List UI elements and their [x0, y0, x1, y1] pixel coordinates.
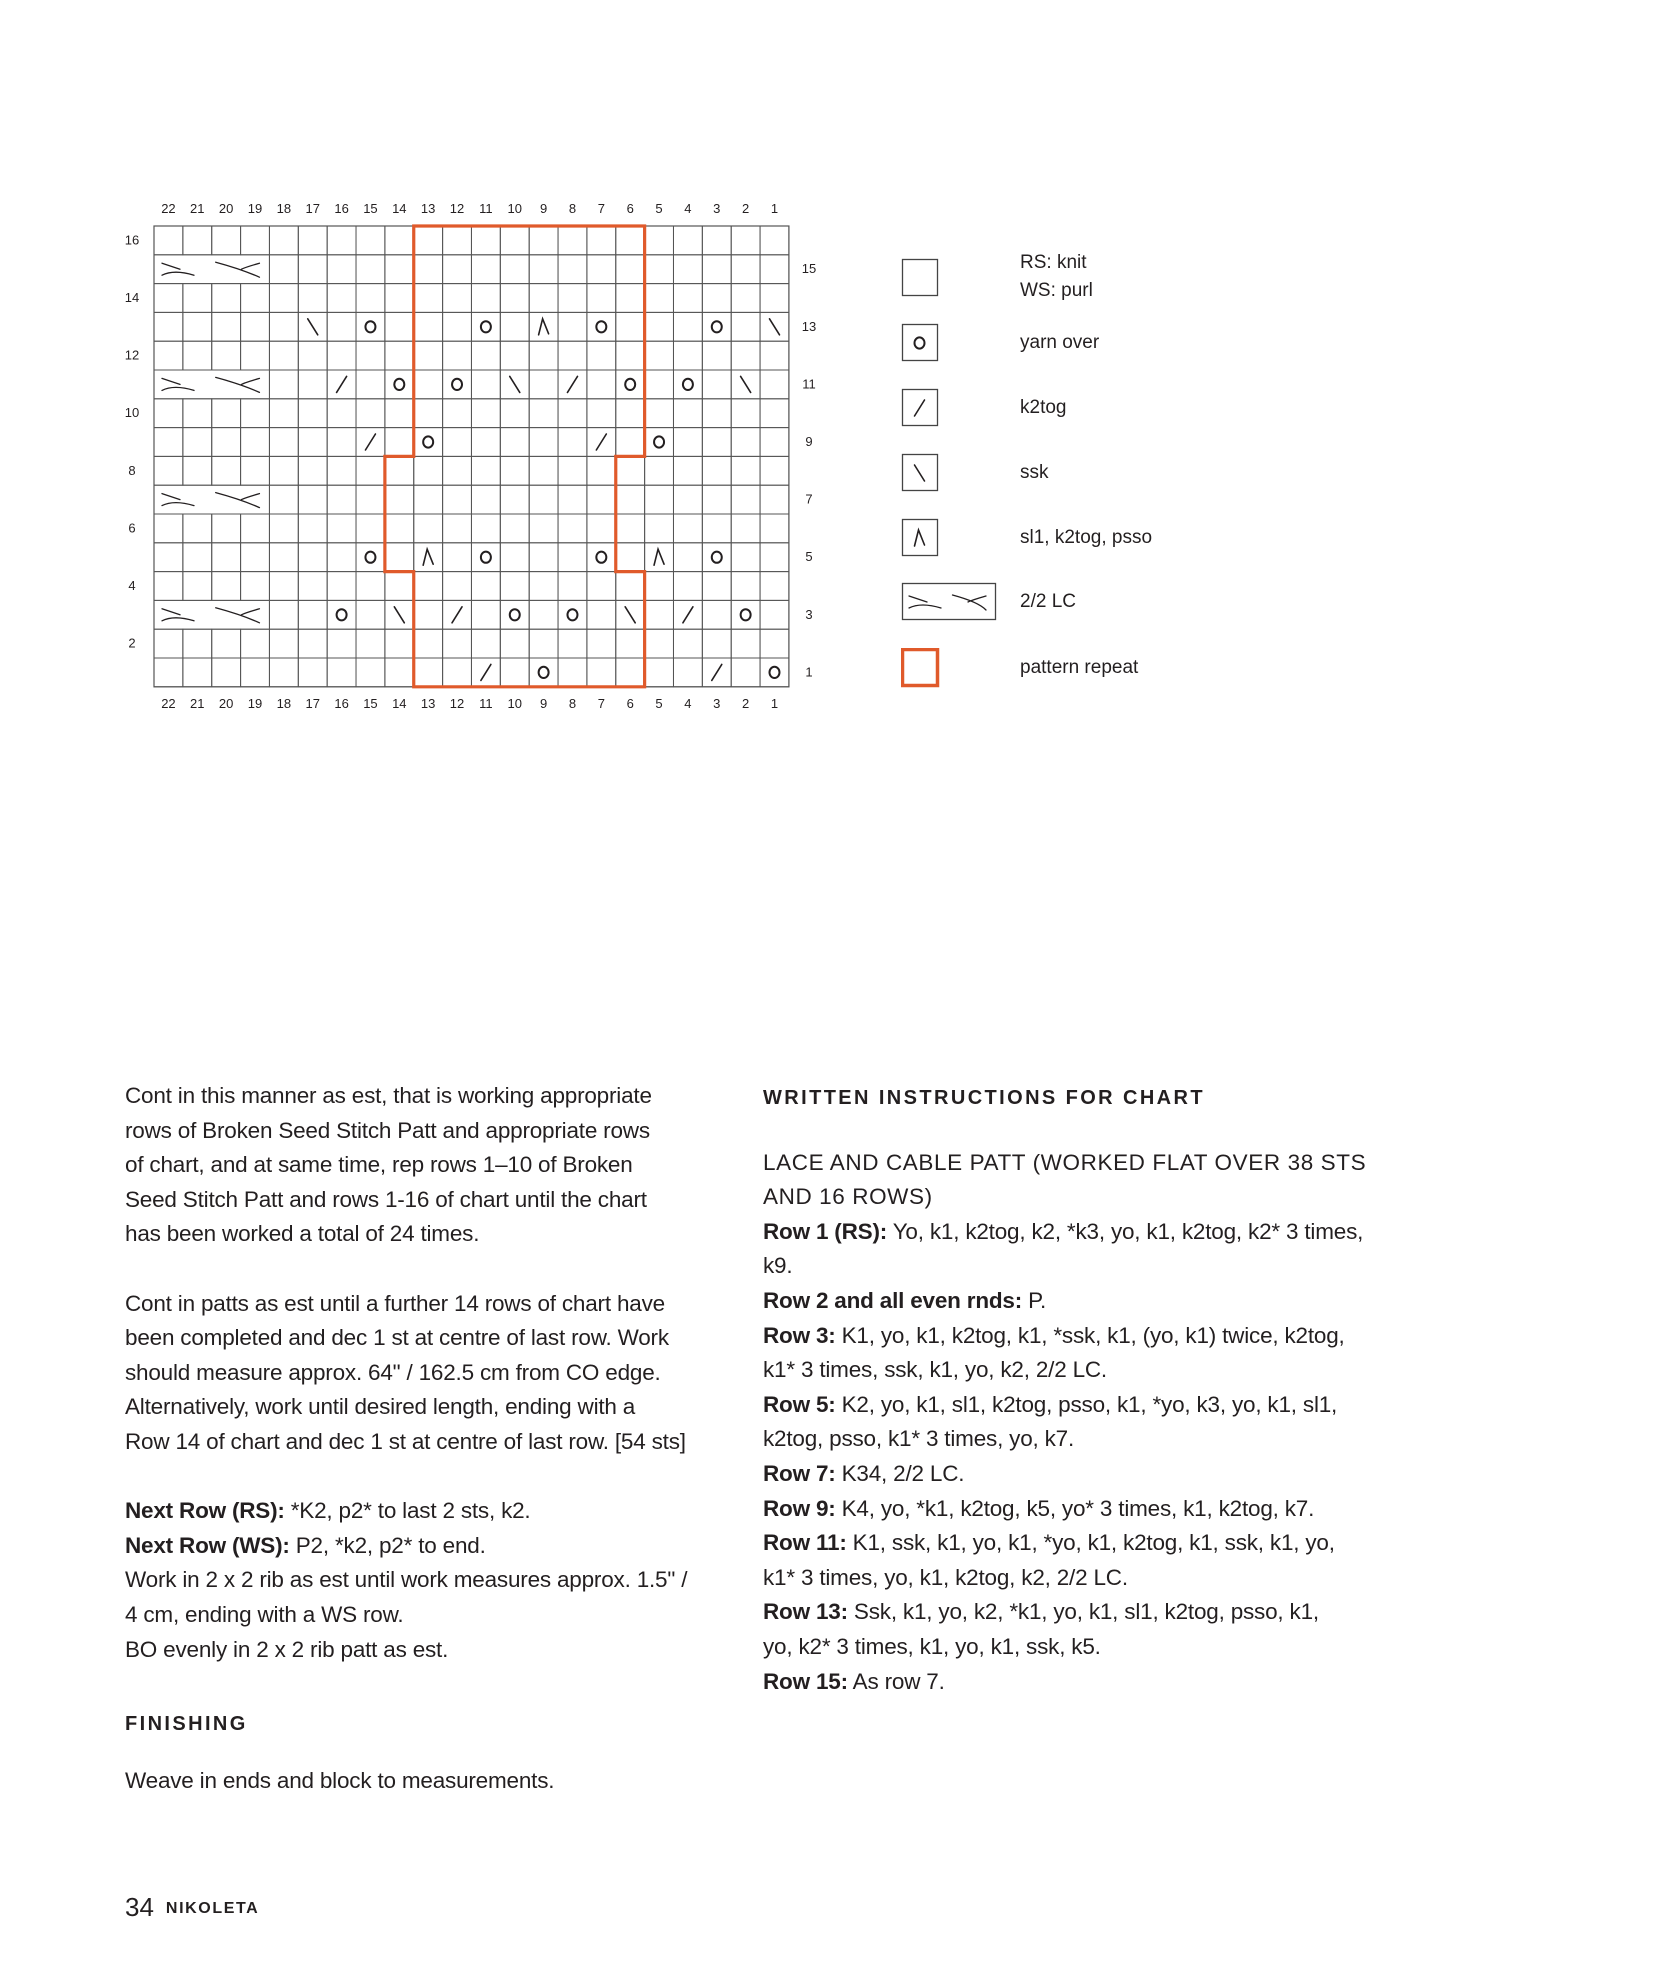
legend-item-ssk [901, 453, 1049, 493]
legend-label [1020, 524, 1152, 552]
ssk-mark [915, 465, 925, 481]
column-label-bottom: 4 [684, 696, 692, 711]
legend-label-line: yarn over [1020, 332, 1100, 353]
column-label-bottom: 16 [334, 696, 349, 711]
column-label-bottom: 3 [713, 696, 721, 711]
column-label-top: 20 [218, 201, 234, 216]
text-line: has been worked a total of 24 times. [125, 1221, 480, 1247]
column-label-bottom: 10 [507, 696, 522, 711]
left-column [125, 1079, 687, 1798]
text-line: Work in 2 x 2 rib as est until work measures approx. 1.5" / [125, 1567, 688, 1593]
k2tog-icon [901, 388, 940, 428]
row-text: K1, yo, k1, k2tog, k1, *ssk, k1, (yo, k1) twice, k2tog, [835, 1322, 1345, 1348]
row-text: K1, ssk, k1, yo, k1, *yo, k1, k2tog, k1, ssk, k1, yo, [846, 1530, 1335, 1556]
row-instruction-line [763, 1215, 1366, 1250]
row-label: Row 3: [763, 1322, 836, 1348]
ssk-icon [901, 453, 940, 493]
sk2p-symbol [915, 530, 925, 546]
paragraph-further-rows [125, 1287, 687, 1460]
text-line: Cont in patts as est until a further 14 rows of chart have [125, 1290, 665, 1316]
next-row-ws: Next Row (WS): P2, *k2, p2* to end. [125, 1532, 486, 1558]
column-label-top: 14 [392, 201, 407, 216]
legend-item-yo [901, 323, 1100, 363]
column-label-bottom: 9 [539, 696, 548, 711]
row-text: K4, yo, *k1, k2tog, k5, yo* 3 times, k1, k2tog, k7. [835, 1495, 1315, 1521]
row-label: Row 7: [763, 1460, 836, 1486]
row-label-left: 10 [124, 405, 140, 421]
column-label-bottom: 17 [305, 696, 320, 711]
row-instruction-line [763, 1665, 1366, 1700]
column-label-bottom: 18 [276, 696, 292, 711]
cable-symbol [909, 595, 986, 610]
blank-icon [901, 258, 940, 298]
legend-item-repeat [901, 648, 1139, 688]
row-label-right: 11 [802, 376, 816, 392]
text-line: Alternatively, work until desired length, ending with a [125, 1394, 636, 1420]
yo-icon [901, 323, 940, 363]
pattern-subheading: LACE AND CABLE PATT (WORKED FLAT OVER 38 STS [763, 1149, 1367, 1175]
column-label-top: 9 [539, 201, 548, 216]
row-text: P. [1022, 1287, 1047, 1313]
row-instructions [763, 1215, 1366, 1699]
row-text: As row 7. [847, 1668, 945, 1694]
row-instruction-line [763, 1457, 1366, 1492]
finishing-heading: FINISHING [125, 1713, 248, 1736]
row-text: Yo, k1, k2tog, k2, *k3, yo, k1, k2tog, k2* 3 times, [887, 1218, 1364, 1244]
row-label-right: 13 [801, 318, 817, 334]
yarn-over-mark [915, 337, 925, 348]
row-instruction-line [763, 1595, 1366, 1630]
row-text: k1* 3 times, yo, k1, k2tog, k2, 2/2 LC. [763, 1564, 1128, 1590]
cable-right-mark [953, 595, 987, 610]
sk2p-icon [901, 518, 940, 558]
column-label-bottom: 12 [449, 696, 465, 711]
yo-symbol [915, 337, 925, 348]
row-label-left: 14 [124, 290, 140, 305]
legend-box [903, 325, 938, 361]
legend-box [903, 260, 938, 296]
column-label-top: 18 [276, 201, 292, 216]
next-row-rs: Next Row (RS): *K2, p2* to last 2 sts, k2. [125, 1498, 531, 1524]
legend-box [903, 520, 938, 556]
column-label-top: 11 [479, 201, 493, 216]
text-line: been completed and dec 1 st at centre of last row. Work [125, 1325, 669, 1351]
legend-label-line: WS: purl [1020, 280, 1093, 301]
row-label: Row 2 and all even rnds: [763, 1287, 1023, 1313]
repeat-icon [901, 648, 940, 688]
column-label-bottom: 21 [190, 696, 205, 711]
text-line: Cont in this manner as est, that is working appropriate [125, 1083, 652, 1108]
row-text: K2, yo, k1, sl1, k2tog, psso, k1, *yo, k3, yo, k1, sl1, [835, 1391, 1338, 1417]
ssk-symbol [915, 465, 925, 481]
row-instruction-line [763, 1388, 1366, 1423]
legend-box [903, 650, 938, 686]
legend-box [903, 584, 996, 620]
legend-label-line: pattern repeat [1020, 657, 1139, 678]
row-label: Row 1 (RS): [763, 1218, 888, 1244]
row-label-right: 7 [805, 491, 813, 507]
row-instruction-line [763, 1492, 1366, 1527]
row-instruction-line [763, 1630, 1366, 1665]
row-label-left: 8 [128, 462, 136, 478]
column-label-bottom: 15 [363, 696, 378, 711]
sk2p-mark [915, 530, 925, 546]
column-label-bottom: 2 [742, 696, 750, 711]
column-label-bottom: 20 [218, 696, 234, 711]
right-column [763, 1081, 1366, 1699]
column-label-top: 3 [713, 201, 721, 216]
column-label-bottom: 1 [770, 696, 779, 711]
k2tog-symbol [915, 400, 925, 416]
cable-left-mark [909, 596, 941, 608]
row-text: k2tog, psso, k1* 3 times, yo, k7. [763, 1426, 1075, 1452]
row-label: Row 15: [763, 1668, 848, 1694]
row-label: Row 13: [763, 1599, 848, 1625]
page-number: 34 [125, 1892, 154, 1922]
column-label-top: 8 [568, 201, 577, 216]
row-label-left: 4 [128, 578, 136, 593]
column-label-top: 13 [420, 201, 436, 216]
column-label-bottom: 13 [420, 696, 436, 711]
legend-label-line: RS: knit [1020, 252, 1087, 273]
column-label-top: 15 [363, 201, 378, 216]
page-footer [125, 1892, 259, 1923]
column-label-top: 1 [770, 201, 779, 216]
row-instruction-line [763, 1422, 1366, 1457]
legend-item-k2tog [901, 388, 1067, 428]
legend-label [1020, 249, 1093, 305]
row-label: Row 11: [763, 1530, 847, 1556]
column-label-top: 7 [597, 201, 605, 216]
text-line: of chart, and at same time, rep rows 1–10 of Broken [125, 1152, 633, 1178]
column-label-top: 4 [684, 201, 692, 216]
column-label-top: 22 [161, 201, 176, 216]
row-label: Row 9: [763, 1495, 836, 1521]
finishing-text: Weave in ends and block to measurements. [125, 1767, 555, 1793]
row-label-left: 6 [128, 520, 136, 536]
column-label-bottom: 22 [161, 696, 176, 711]
row-instruction-line [763, 1353, 1366, 1388]
column-label-bottom: 14 [392, 696, 407, 711]
legend-label [1020, 588, 1076, 616]
written-instructions-heading: WRITTEN INSTRUCTIONS FOR CHART [763, 1087, 1205, 1109]
column-label-bottom: 8 [568, 696, 577, 711]
legend-label-line: k2tog [1020, 397, 1067, 418]
legend-label-line: sl1, k2tog, psso [1020, 527, 1153, 548]
legend-item-cable [901, 582, 1076, 622]
paragraph-continue [125, 1079, 687, 1252]
column-label-top: 19 [247, 201, 263, 216]
column-label-top: 12 [449, 201, 465, 216]
text-line: Seed Stitch Patt and rows 1-16 of chart until the chart [125, 1186, 647, 1212]
legend-item-sk2p [901, 518, 1153, 558]
legend-item-blank [901, 252, 1093, 301]
row-label: Row 5: [763, 1391, 836, 1417]
pattern-name: NIKOLETA [165, 1900, 260, 1917]
row-text: k1* 3 times, ssk, k1, yo, k2, 2/2 LC. [763, 1357, 1107, 1383]
column-label-top: 16 [334, 201, 349, 216]
legend-label-line: 2/2 LC [1020, 591, 1076, 612]
row-label-right: 3 [805, 606, 813, 622]
column-label-top: 5 [655, 201, 663, 216]
text-line: rows of Broken Seed Stitch Patt and appropriate rows [125, 1117, 650, 1143]
column-label-top: 17 [305, 201, 320, 216]
column-label-top: 21 [190, 201, 205, 216]
row-instruction-line [763, 1319, 1366, 1354]
legend-label [1020, 329, 1099, 357]
row-label-right: 15 [801, 261, 817, 277]
legend-label [1020, 459, 1049, 487]
column-label-bottom: 7 [597, 696, 605, 711]
text-line: should measure approx. 64" / 162.5 cm from CO edge. [125, 1359, 661, 1385]
cable-icon [901, 582, 998, 622]
legend-label [1020, 394, 1066, 422]
legend-label-line: ssk [1020, 462, 1049, 483]
row-instruction-line [763, 1526, 1366, 1561]
column-label-top: 6 [626, 201, 634, 216]
row-instruction-line [763, 1249, 1366, 1284]
row-text: Ssk, k1, yo, k2, *k1, yo, k1, sl1, k2tog, psso, k1, [847, 1599, 1319, 1625]
row-instruction-line [763, 1561, 1366, 1596]
column-label-bottom: 6 [626, 696, 634, 711]
row-text: yo, k2* 3 times, k1, yo, k1, ssk, k5. [763, 1633, 1101, 1659]
pattern-subheading: AND 16 ROWS) [763, 1184, 933, 1210]
row-instruction-line [763, 1284, 1366, 1319]
column-label-bottom: 5 [655, 696, 663, 711]
knitting-chart [0, 0, 1654, 800]
column-label-top: 10 [507, 201, 522, 216]
legend-label [1020, 654, 1138, 682]
row-label-right: 5 [805, 549, 813, 565]
text-line: BO evenly in 2 x 2 rib patt as est. [125, 1636, 449, 1662]
row-label-left: 12 [124, 347, 140, 363]
row-label-right: 9 [805, 434, 813, 449]
row-label-left: 2 [128, 635, 136, 651]
row-label-right: 1 [805, 664, 813, 680]
row-text: k9. [763, 1253, 793, 1279]
text-line: 4 cm, ending with a WS row. [125, 1601, 404, 1627]
k2tog-mark [915, 400, 925, 416]
text-line: Row 14 of chart and dec 1 st at centre of last row. [54 sts] [125, 1428, 686, 1454]
row-text: K34, 2/2 LC. [835, 1460, 965, 1486]
column-label-bottom: 11 [479, 696, 493, 711]
row-label-left: 16 [124, 232, 140, 248]
column-label-top: 2 [742, 201, 750, 216]
column-label-bottom: 19 [247, 696, 263, 711]
paragraph-rib [125, 1563, 687, 1667]
